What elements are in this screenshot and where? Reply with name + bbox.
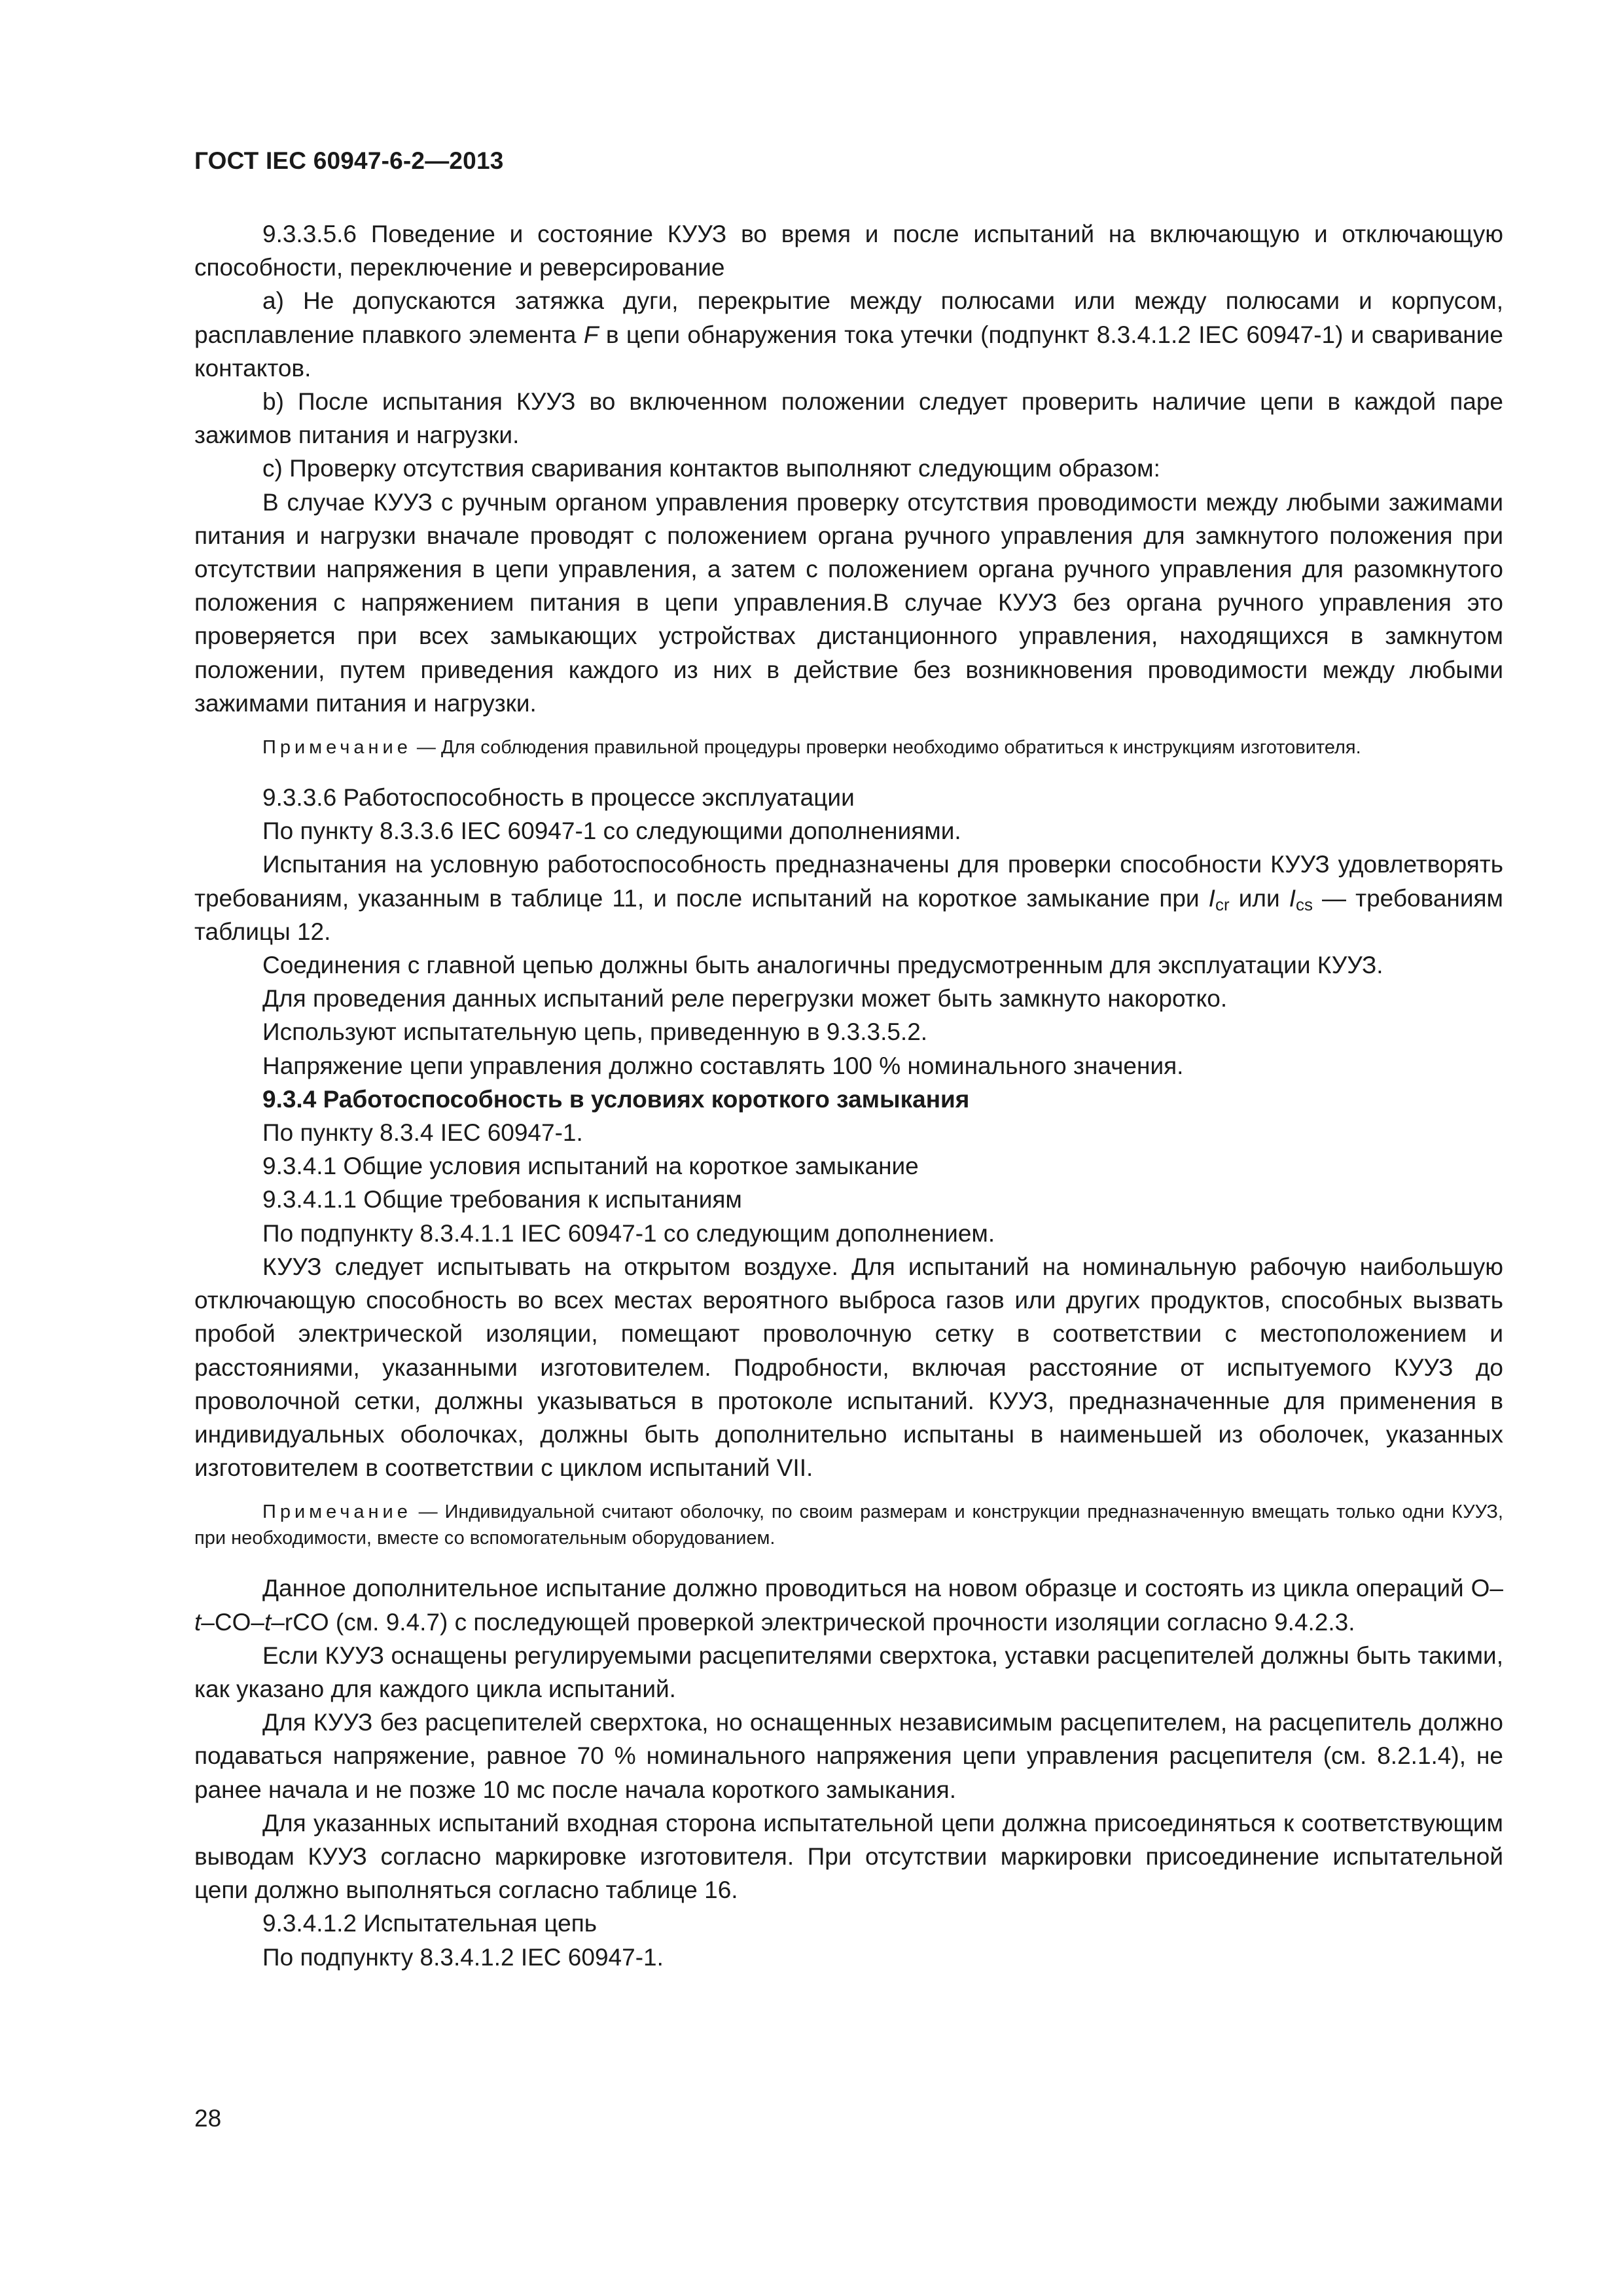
- paragraph-item-c: c) Проверку отсутствия сваривания контактов выполняют следующим образом:: [262, 455, 1160, 482]
- subscript-cs: cs: [1295, 894, 1313, 914]
- time-symbol-1: t: [194, 1608, 202, 1636]
- additional-test-text-mid: –CO–: [201, 1608, 264, 1636]
- paragraph-item-a: [194, 284, 1503, 385]
- document-header: ГОСТ IEC 60947-6-2—2013: [194, 147, 504, 174]
- paragraph-open-air-test: КУУЗ следует испытывать на открытом воздухе. Для испытаний на номинальную рабочую наибольшую отключающую способность во всех местах вероятного выброса газов или других продуктов, способных вызвать пробой электрической изоляции, помещают проволочную сетку в соответствии с местоположением и расстояниями, указанными изготовителем. Подробности, включая расстояние от испытуемого КУУЗ до проволочной сетки, должны указываться в протоколе испытаний. КУУЗ, предназначенные для применения в индивидуальных оболочках, должны быть дополнительно испытаны в наименьшей из оболочек, указанных изготовителем в соответствии с циклом испытаний VII.: [194, 1253, 1503, 1482]
- current-symbol-ics: I: [1289, 884, 1296, 912]
- element-symbol-f: F: [583, 321, 599, 348]
- additional-test-text-end: –rCO (см. 9.4.7) с последующей проверкой электрической прочности изоляции согласно 9.4.2.3.: [271, 1608, 1355, 1636]
- note-1: [194, 734, 1503, 761]
- note-2-label: Примечание: [262, 1501, 412, 1523]
- subscript-cr: cr: [1215, 894, 1230, 914]
- note-1-label: Примечание: [262, 737, 412, 759]
- paragraph-9-3-3-5-6: 9.3.3.5.6 Поведение и состояние КУУЗ во время и после испытаний на включающую и отключающую способности, переключение и реверсирование: [194, 221, 1503, 281]
- paragraph-adjustable-releases: Если КУУЗ оснащены регулируемыми расцепителями сверхтока, уставки расцепителей должны быть такими, как указано для каждого цикла испытаний.: [194, 1641, 1503, 1702]
- paragraph-ref-8-3-3-6: По пункту 8.3.3.6 IEC 60947-1 со следующими дополнениями.: [262, 817, 961, 845]
- paragraph-overload-relay: Для проведения данных испытаний реле перегрузки может быть замкнуто накоротко.: [262, 985, 1228, 1013]
- paragraph-conditional-operation: [194, 848, 1503, 948]
- additional-test-text-start: Данное дополнительное испытание должно проводиться на новом образце и состоять из цикла операций O–: [262, 1575, 1503, 1602]
- paragraph-shunt-release: Для КУУЗ без расцепителей сверхтока, но оснащенных независимым расцепителем, на расцепитель должно подаваться напряжение, равное 70 % номинального напряжения цепи управления расцепителя (см. 8.2.1.4), не ранее начала и не позже 10 мс после начала короткого замыкания.: [194, 1709, 1503, 1803]
- time-symbol-2: t: [264, 1608, 272, 1636]
- paragraph-manual-control: В случае КУУЗ с ручным органом управления проверку отсутствия проводимости между любыми зажимами питания и нагрузки вначале проводят с положением органа ручного управления для замкнутого положения при отсутствии напряжения в цепи управления, а затем с положением органа ручного управления для разомкнутого положения с напряжением питания в цепи управления.В случае КУУЗ без органа ручного управления это проверяется при всех замыкающих устройствах дистанционного управления, находящихся в замкнутом положении, путем приведения каждого из них в действие без возникновения проводимости между любыми зажимами питания и нагрузки.: [194, 488, 1503, 717]
- item-a-text-start: a) Не допускаются затяжка дуги, перекрытие между полюсами или между полюсами и корпусом, расплавление плавкого элемента: [194, 287, 1503, 348]
- conditional-text-or: или: [1229, 884, 1289, 912]
- paragraph-test-circuit: Используют испытательную цепь, приведенную в 9.3.3.5.2.: [262, 1018, 928, 1046]
- paragraph-ref-8-3-4: По пункту 8.3.4 IEC 60947-1.: [262, 1119, 583, 1147]
- current-symbol-icr: I: [1208, 884, 1215, 912]
- paragraph-additional-test: [194, 1571, 1503, 1638]
- conditional-text-start: Испытания на условную работоспособность предназначены для проверки способности КУУЗ удовлетворять требованиям, указанным в таблице 11, и после испытаний на короткое замыкание при: [194, 851, 1503, 912]
- paragraph-control-voltage: Напряжение цепи управления должно составлять 100 % номинального значения.: [262, 1052, 1184, 1079]
- note-2: [194, 1499, 1503, 1551]
- paragraph-9-3-4-1-1: 9.3.4.1.1 Общие требования к испытаниям: [262, 1186, 742, 1213]
- paragraph-item-b: b) После испытания КУУЗ во включенном положении следует проверить наличие цепи в каждой паре зажимов питания и нагрузки.: [194, 388, 1503, 449]
- conditional-text-end: — требованиям таблицы 12.: [194, 884, 1503, 945]
- paragraph-ref-8-3-4-1-2: По подпункту 8.3.4.1.2 IEC 60947-1.: [262, 1943, 664, 1971]
- page-number: 28: [194, 2105, 222, 2132]
- note-1-text: — Для соблюдения правильной процедуры проверки необходимо обратиться к инструкциям изготовителя.: [411, 737, 1361, 759]
- paragraph-9-3-3-6: 9.3.3.6 Работоспособность в процессе эксплуатации: [262, 784, 855, 812]
- note-2-text: — Индивидуальной считают оболочку, по своим размерам и конструкции предназначенную вмещать только одни КУУЗ, при необходимости, вместе со вспомогательным оборудованием.: [194, 1501, 1503, 1549]
- paragraph-9-3-4-1-2: 9.3.4.1.2 Испытательная цепь: [262, 1910, 597, 1937]
- paragraph-ref-8-3-4-1-1: По подпункту 8.3.4.1.1 IEC 60947-1 со следующим дополнением.: [262, 1219, 995, 1247]
- paragraph-9-3-4-1: 9.3.4.1 Общие условия испытаний на короткое замыкание: [262, 1153, 919, 1180]
- document-body: [194, 217, 1503, 1974]
- paragraph-main-circuit: Соединения с главной цепью должны быть аналогичны предусмотренным для эксплуатации КУУЗ.: [262, 952, 1383, 979]
- section-heading-9-3-4: 9.3.4 Работоспособность в условиях короткого замыкания: [262, 1085, 970, 1113]
- paragraph-input-side: Для указанных испытаний входная сторона испытательной цепи должна присоединяться к соответствующим выводам КУУЗ согласно маркировке изготовителя. При отсутствии маркировки присоединение испытательной цепи должно выполняться согласно таблице 16.: [194, 1809, 1503, 1904]
- item-a-text-end: в цепи обнаружения тока утечки (подпункт 8.3.4.1.2 IEC 60947-1) и сваривание контактов.: [194, 321, 1503, 382]
